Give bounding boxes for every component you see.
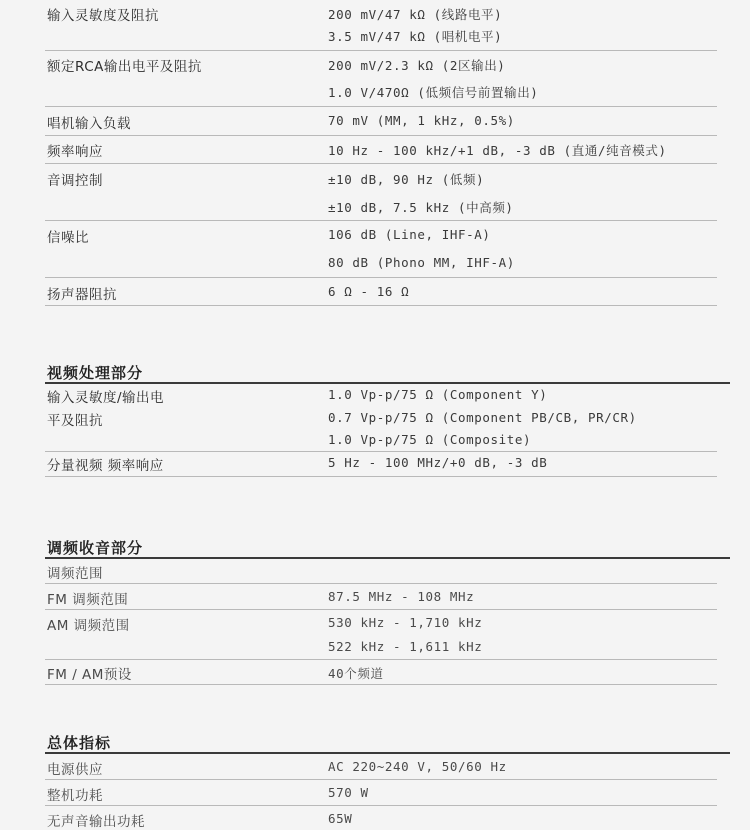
spec-label: FM 调频范围 — [47, 592, 129, 608]
spec-label-continued: 平及阻抗 — [47, 413, 103, 429]
spec-row — [45, 806, 717, 830]
spec-row — [45, 559, 717, 584]
spec-value: 70 mV (MM, 1 kHz, 0.5%) — [328, 113, 515, 128]
spec-value: 200 mV/47 kΩ (线路电平) — [328, 7, 503, 22]
spec-label: 电源供应 — [47, 762, 103, 778]
spec-label: 分量视频 频率响应 — [47, 458, 164, 474]
spec-label: 输入灵敏度/输出电 — [47, 390, 165, 406]
spec-value: 65W — [328, 811, 353, 826]
spec-row — [45, 780, 717, 806]
spec-value: 80 dB (Phono MM, IHF-A) — [328, 255, 515, 270]
spec-row — [45, 51, 717, 107]
section-title: 调频收音部分 — [47, 539, 144, 557]
spec-label: 频率响应 — [47, 144, 103, 160]
spec-value: 5 Hz - 100 MHz/+0 dB, -3 dB — [328, 455, 548, 470]
spec-row — [45, 660, 717, 685]
spec-row — [45, 452, 717, 477]
spec-label: 调频范围 — [47, 566, 103, 582]
spec-value: 1.0 Vp-p/75 Ω (Component Y) — [328, 387, 548, 402]
spec-label: 整机功耗 — [47, 788, 103, 804]
spec-value: 10 Hz - 100 kHz/+1 dB, -3 dB (直通/纯音模式) — [328, 143, 667, 158]
spec-value: ±10 dB, 7.5 kHz (中高频) — [328, 200, 514, 215]
spec-row — [45, 754, 717, 780]
spec-value: 200 mV/2.3 kΩ (2区输出) — [328, 58, 506, 73]
spec-value: AC 220~240 V, 50/60 Hz — [328, 759, 507, 774]
spec-label: FM / AM预设 — [47, 667, 132, 683]
spec-value: 1.0 Vp-p/75 Ω (Composite) — [328, 432, 532, 447]
spec-label: AM 调频范围 — [47, 618, 130, 634]
spec-row — [45, 384, 717, 452]
spec-label: 扬声器阻抗 — [47, 287, 117, 303]
spec-row — [45, 221, 717, 278]
spec-value: 530 kHz - 1,710 kHz — [328, 615, 483, 630]
spec-row — [45, 584, 717, 610]
spec-value: 6 Ω - 16 Ω — [328, 284, 410, 299]
spec-label: 额定RCA输出电平及阻抗 — [47, 59, 202, 75]
section-title: 总体指标 — [47, 734, 112, 752]
spec-value: 570 W — [328, 785, 369, 800]
spec-value: ±10 dB, 90 Hz (低频) — [328, 172, 485, 187]
spec-value: 522 kHz - 1,611 kHz — [328, 639, 483, 654]
spec-row — [45, 610, 717, 660]
spec-label: 音调控制 — [47, 173, 103, 189]
spec-value: 106 dB (Line, IHF-A) — [328, 227, 491, 242]
spec-label: 信噪比 — [47, 230, 89, 246]
spec-row — [45, 278, 717, 306]
spec-value: 1.0 V/470Ω (低频信号前置输出) — [328, 85, 539, 100]
spec-label: 唱机输入负载 — [47, 116, 131, 132]
spec-row — [45, 136, 717, 164]
spec-row — [45, 107, 717, 136]
spec-value: 40个频道 — [328, 666, 384, 681]
spec-row — [45, 0, 717, 51]
spec-row — [45, 164, 717, 221]
spec-label: 无声音输出功耗 — [47, 814, 145, 830]
section-title: 视频处理部分 — [47, 364, 144, 382]
spec-label: 输入灵敏度及阻抗 — [47, 8, 159, 24]
spec-value: 0.7 Vp-p/75 Ω (Component PB/CB, PR/CR) — [328, 410, 637, 425]
spec-value: 3.5 mV/47 kΩ (唱机电平) — [328, 29, 503, 44]
spec-value: 87.5 MHz - 108 MHz — [328, 589, 475, 604]
